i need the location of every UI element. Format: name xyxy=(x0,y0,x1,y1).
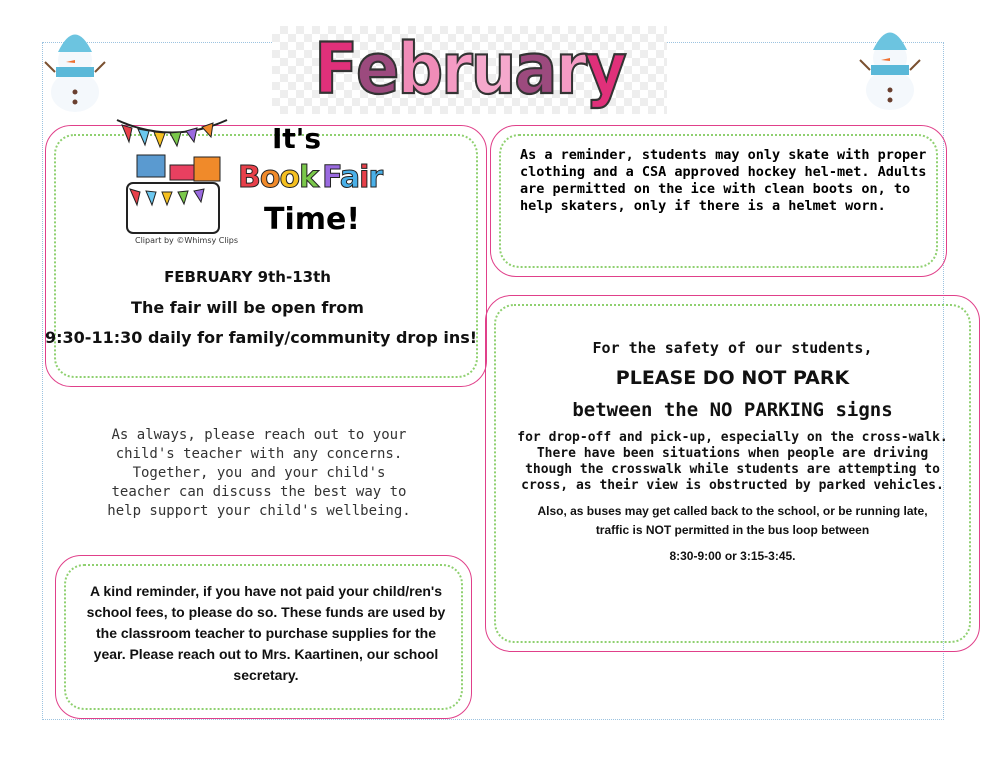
parking-signs: between the NO PARKING signs xyxy=(572,399,893,421)
snowman-left-image xyxy=(40,12,110,112)
clipart-credit: Clipart by ©Whimsy Clips xyxy=(135,236,239,245)
parking-warning: PLEASE DO NOT PARK xyxy=(615,367,850,389)
book-fair-letter: a xyxy=(339,160,360,195)
book-fair-letter: r xyxy=(368,160,383,195)
book-fair-table-clipart xyxy=(112,115,232,250)
snowman-right-image xyxy=(855,10,925,110)
title-letter-0: F xyxy=(314,29,356,111)
fees-text: A kind reminder, if you have not paid your child/ren's school fees, to please do so. These funds are used by the classroom teacher to purchase supplies for the year. Please reach out to Mrs. Kaartinen, our school secretary. xyxy=(86,583,446,683)
book-fair-letter: i xyxy=(359,160,369,195)
skate-text: As a reminder, students may only skate with proper clothing and a CSA approved hockey hel-met. Adults are permitted on the ice with clean boots on, to help skaters, only if there is a helmet worn. xyxy=(520,147,927,214)
concerns-text: As always, please reach out to your child's teacher with any concerns. Together, you and your child's teacher can discuss the best way to help support your child's wellbeing. xyxy=(107,427,411,519)
book-fair-hours: 9:30-11:30 daily for family/community drop ins! xyxy=(45,328,478,347)
book-fair-hours-intro: The fair will be open from xyxy=(131,298,364,317)
title-letter-1: e xyxy=(355,29,398,111)
time-heading: Time! xyxy=(264,202,361,237)
title-letter-4: u xyxy=(470,29,515,111)
parking-intro: For the safety of our students, xyxy=(592,339,873,357)
book-fair-letter: F xyxy=(322,160,340,195)
book-fair-letter: o xyxy=(259,160,280,195)
february-title-banner xyxy=(272,26,667,114)
parking-notice xyxy=(500,338,965,564)
bus-loop-times: 8:30-9:00 or 3:15-3:45. xyxy=(669,549,796,563)
book-fair-letter: o xyxy=(279,160,300,195)
title-letter-6: r xyxy=(555,29,586,111)
title-letter-5: a xyxy=(514,29,556,111)
parking-details: for drop-off and pick-up, especially on the cross-walk. There have been situations when people are driving though the crosswalk while students are attempting to cross, as their view is obstructed by parked vehicles. xyxy=(517,430,948,493)
book-fair-dates: FEBRUARY 9th-13th xyxy=(164,268,331,286)
book-fair-heading xyxy=(238,160,382,195)
book-fair-letter: k xyxy=(299,160,319,195)
title-letter-3: r xyxy=(441,29,471,111)
title-letter-2: b xyxy=(397,29,442,111)
bus-loop-text: Also, as buses may get called back to the school, or be running late, traffic is NOT permitted in the bus loop between xyxy=(537,504,928,537)
title-letter-7: y xyxy=(585,29,625,111)
its-heading: It's xyxy=(272,122,322,155)
book-fair-letter: B xyxy=(238,160,260,195)
